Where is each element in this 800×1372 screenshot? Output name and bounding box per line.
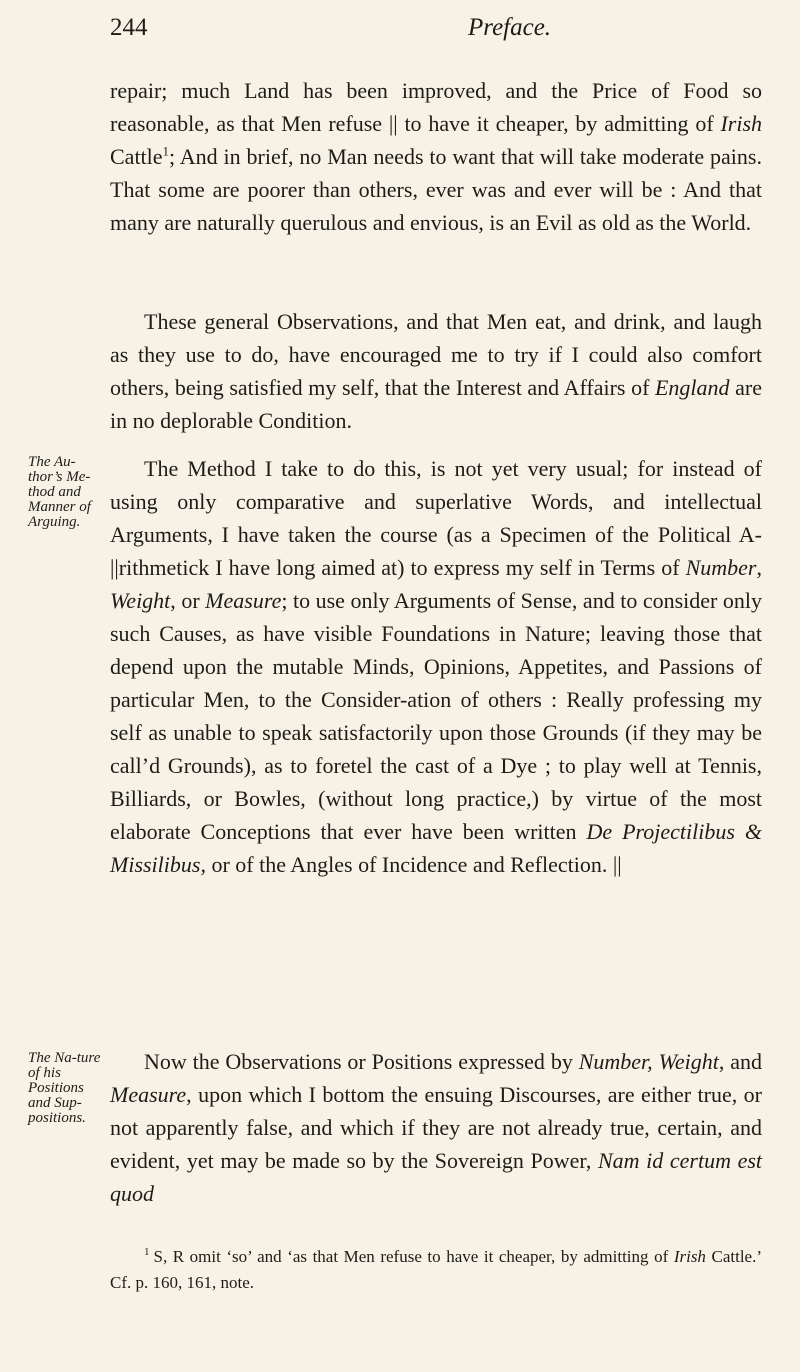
p3-text-c: or of the Angles of Incidence and Reflection. ||: [205, 852, 622, 877]
footnote: [110, 1244, 762, 1296]
p3-number: Number: [685, 555, 757, 580]
p2-text-b: are in no deplorable Condition.: [110, 375, 762, 433]
p4-sep-2: , and: [718, 1049, 763, 1074]
p3-sep-2: , or: [170, 588, 206, 613]
margin-note-positions: The Na-ture of his Positions and Sup-positions.: [28, 1050, 101, 1126]
running-title: Preface.: [468, 14, 552, 41]
p3-text-b: ; to use only Arguments of Sense, and to consider only such Causes, as have visible Foundations in Nature; leaving those that depend upon the mutable Minds, Opinions, Appetites, and Passions of particular Men, to the Consider-ation of others : Really professing my self as unable to speak satisfactorily upon those Grounds (if they may be call’d Grounds), as to foretel the cast of a Dye ; to play well at Tennis, Billiards, or Bowles, (without long practice,) by virtue of the most elaborate Conceptions that ever have been written: [110, 588, 763, 844]
page-number: 244: [110, 14, 148, 41]
footnote-irish: Irish: [673, 1247, 706, 1266]
p1-text-a: repair; much Land has been improved, and the Price of Food so reasonable, as that Men refuse || to have it cheaper, by admitting of: [110, 78, 762, 136]
p2-england: England: [654, 375, 730, 400]
p1-text-c: ; And in brief, no Man needs to want that will take moderate pains. That some are poorer than others, ever was and ever will be : And that many are naturally querulous and envious, is an Evil as old as the World.: [110, 144, 762, 235]
p2-text-a: These general Observations, and that Men eat, and drink, and laugh as they use to do, have encouraged me to try if I could also comfort others, being satisfied my self, that the Interest and Affairs of: [110, 309, 762, 400]
p1-irish: Irish: [720, 111, 762, 136]
footnote-text-b: Cattle.’ Cf. p. 160, 161, note.: [110, 1247, 763, 1292]
paragraph-3: [110, 452, 762, 881]
paragraph-1: [110, 74, 762, 239]
p4-text-b: , upon which I bottom the ensuing Discourses, are either true, or not apparently false, and which if they are not already true, certain, and evident, yet may be made so by the Sovereign Power,: [110, 1082, 762, 1173]
p3-measure: Measure: [205, 588, 282, 613]
footnote-ref-1: 1: [162, 143, 170, 159]
margin-note-method: The Au-thor’s Me-thod and Manner of Arguing.: [28, 454, 91, 530]
p3-sep-1: ,: [756, 555, 762, 580]
footnote-mark: 1: [144, 1246, 150, 1259]
p4-number: Number,: [578, 1049, 653, 1074]
p4-measure: Measure: [110, 1082, 187, 1107]
p3-text-a: The Method I take to do this, is not yet very usual; for instead of using only comparative and superlative Words, and intellectual Arguments, I have taken the course (as a Specimen of the Political A-||rithmetick I have long aimed at) to express my self in Terms of: [110, 456, 762, 580]
p4-latin: Nam id certum est quod: [110, 1148, 763, 1206]
paragraph-2: [110, 305, 762, 437]
p4-weight: Weight: [658, 1049, 719, 1074]
paragraph-4: [110, 1045, 762, 1210]
p3-latin-title: De Projectilibus & Missilibus,: [110, 819, 762, 877]
p1-text-b: Cattle: [110, 144, 163, 169]
page-header: [110, 14, 760, 50]
footnote-text-a: S, R omit ‘so’ and ‘as that Men refuse to have it cheaper, by admitting of: [153, 1247, 674, 1266]
p4-text-a: Now the Observations or Positions expressed by: [144, 1049, 579, 1074]
p3-weight: Weight: [110, 588, 171, 613]
